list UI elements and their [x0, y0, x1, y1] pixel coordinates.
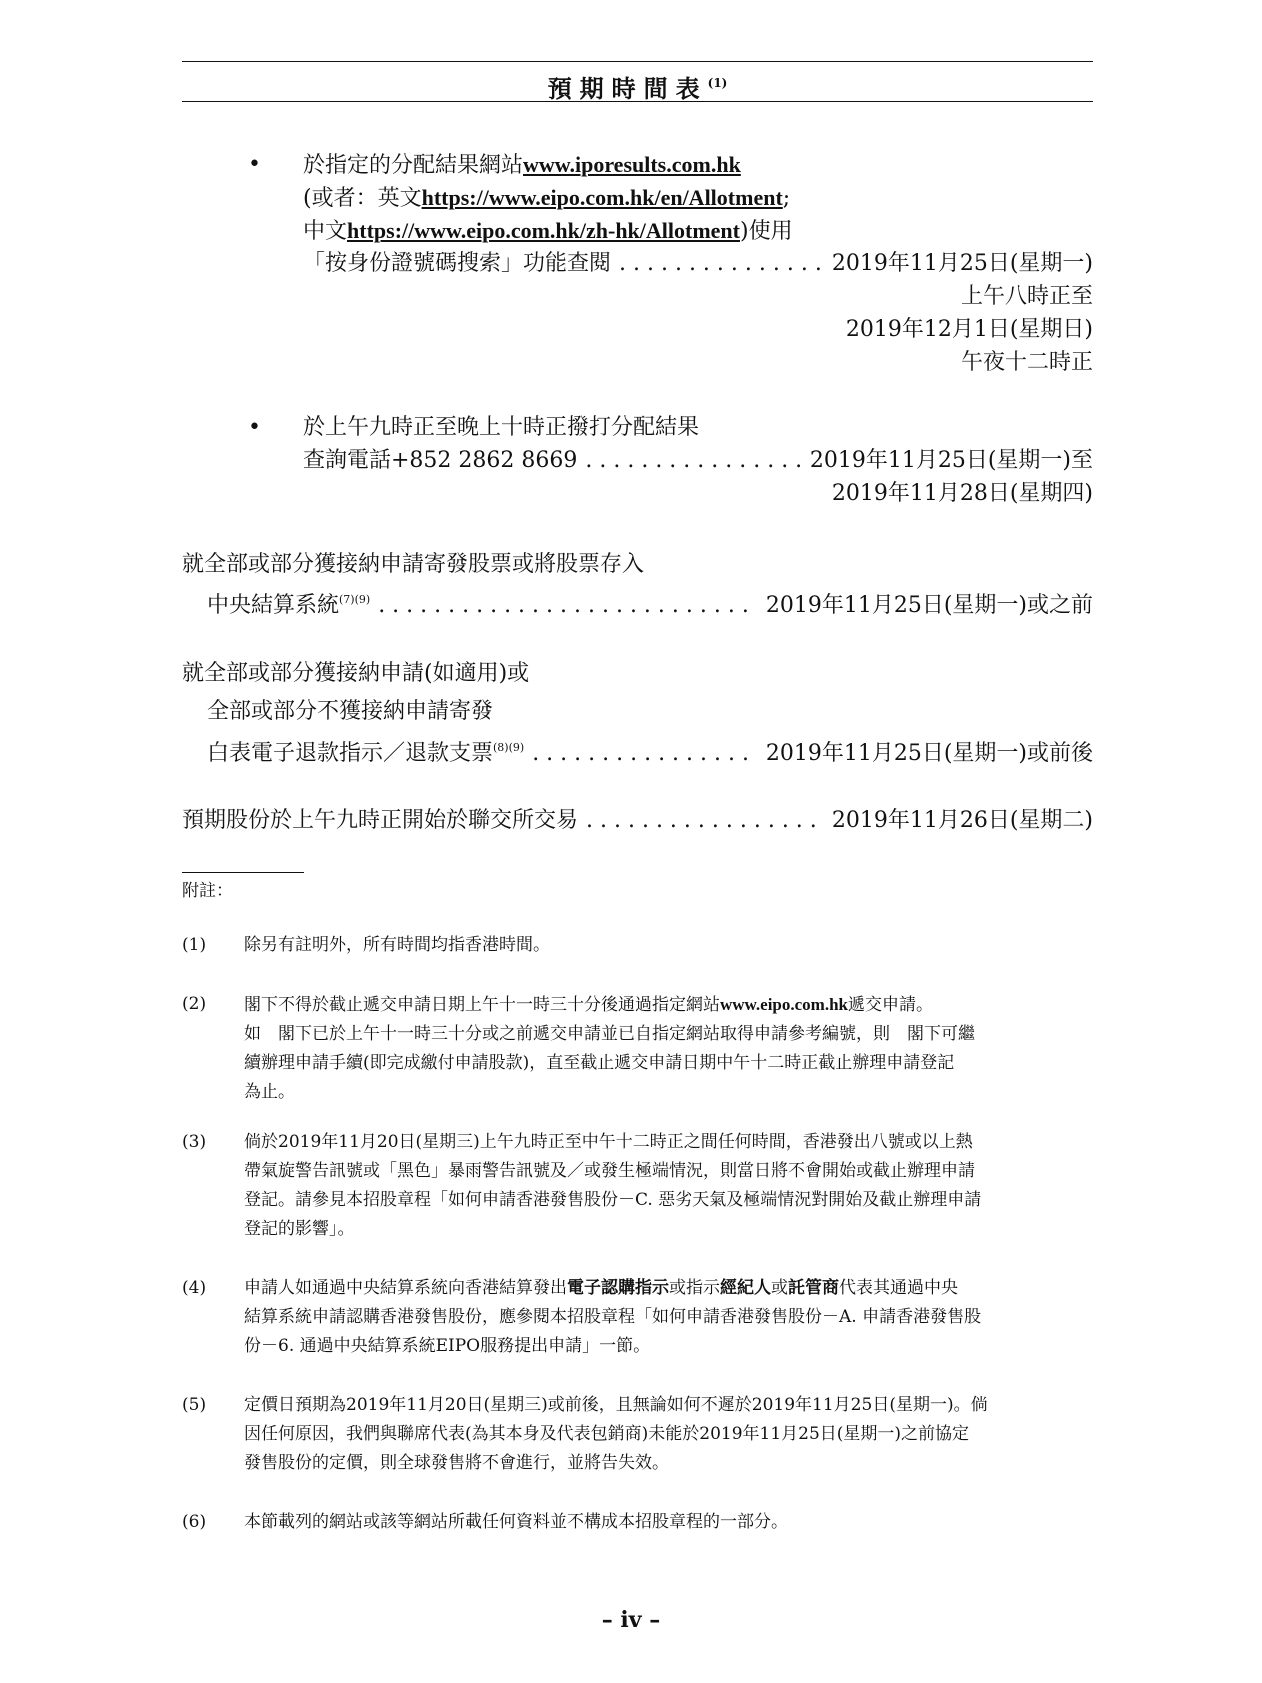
page-title — [182, 68, 1093, 104]
note-6-text: 本節載列的網站或該等網站所載任何資料並不構成本招股章程的一部分。 — [244, 1512, 788, 1532]
item1-line4-date: 2019年11月25日(星期一) — [831, 251, 1093, 276]
header-bottom-rule — [182, 101, 1093, 102]
note-4-line3: 份－6. 通過中央結算系統EIPO服務提出申請」一節。 — [244, 1336, 651, 1356]
item2-line3: 2019年11月28日(星期四) — [831, 481, 1093, 506]
note-3-line2: 帶氣旋警告訊號或「黑色」暴雨警告訊號及／或發生極端情況，則當日將不會開始或截止辦理申請 — [244, 1161, 975, 1181]
note-4-text-e: 或 — [771, 1278, 788, 1298]
item4-line3-footnote: (8)(9) — [493, 741, 525, 754]
note-3-line1: 倘於2019年11月20日(星期三)上午九時正至中午十二時正之間任何時間，香港發出八號或以上熱 — [244, 1132, 973, 1152]
item4-line3-date: 2019年11月25日(星期一)或前後 — [765, 741, 1093, 766]
item1-line4-label: 「按身份證號碼搜索」功能查閱 — [303, 251, 612, 276]
item4-line2: 全部或部分不獲接納申請寄發 — [207, 699, 494, 724]
eipo-zh-link[interactable]: https://www.eipo.com.hk/zh-hk/Allotment — [347, 218, 740, 243]
page-number: – iv – — [601, 1607, 661, 1633]
item5-label: 預期股份於上午九時正開始於聯交所交易 — [182, 808, 579, 833]
note-4-line1 — [244, 1274, 1094, 1303]
item4-line3 — [207, 733, 1093, 769]
note-3-number: (3) — [182, 1132, 207, 1152]
item1-line1-text: 於指定的分配結果網站 — [303, 153, 524, 178]
item3-line2 — [207, 585, 1093, 621]
note-6-number: (6) — [182, 1512, 207, 1532]
dot-leader — [532, 739, 758, 769]
item1-line4 — [303, 249, 1093, 279]
note-4-text — [244, 1274, 1094, 1361]
item1-line7: 午夜十二時正 — [960, 350, 1093, 375]
note-3-text — [244, 1128, 1094, 1244]
item1-line5: 上午八時正至 — [960, 284, 1093, 309]
item1-line1 — [303, 150, 741, 181]
bullet-1: • — [248, 152, 261, 177]
item5-date: 2019年11月26日(星期二) — [831, 808, 1093, 833]
notes-heading: 附註： — [182, 881, 233, 901]
note-4-bold-term-3: 託管商 — [788, 1278, 839, 1298]
item3-line1: 就全部或部分獲接納申請寄發股票或將股票存入 — [182, 552, 645, 577]
note-2-line1 — [244, 990, 1094, 1020]
note-5-line2: 因任何原因，我們與聯席代表(為其本身及代表包銷商)未能於2019年11月25日(星期一)之前協定 — [244, 1424, 970, 1444]
dot-leader — [585, 446, 801, 476]
item4-line1: 就全部或部分獲接納申請(如適用)或 — [182, 661, 530, 686]
item1-line3-suffix: )使用 — [740, 219, 793, 244]
note-2-text — [244, 990, 1094, 1107]
item3-line2-date: 2019年11月25日(星期一)或之前 — [765, 593, 1093, 618]
note-2-line2: 如 閣下已於上午十一時三十分或之前遞交申請並已自指定網站取得申請參考編號，則 閣下可繼 — [244, 1024, 975, 1044]
note-2-line3: 續辦理申請手續(即完成繳付申請股款)，直至截止遞交申請日期中午十二時正截止辦理申請登記 — [244, 1053, 955, 1073]
notes-separator — [182, 872, 304, 873]
item2-line2 — [303, 446, 1093, 476]
item1-line6: 2019年12月1日(星期日) — [845, 317, 1093, 342]
item2-line2-date: 2019年11月25日(星期一)至 — [809, 448, 1093, 473]
note-3-line4: 登記的影響」。 — [244, 1219, 355, 1239]
page-title-footnote: (1) — [707, 76, 728, 90]
item3-line2-footnote: (7)(9) — [339, 593, 371, 606]
note-2-line4: 為止。 — [244, 1082, 295, 1102]
note-2-line1-suffix: 遞交申請。 — [847, 995, 933, 1015]
note-5-line1: 定價日預期為2019年11月20日(星期三)或前後，且無論如何不遲於2019年11月25日(星期一)。倘 — [244, 1395, 988, 1415]
note-4-text-a: 申請人如通過中央結算系統向香港結算發出 — [244, 1278, 567, 1298]
page-title-text: 預期時間表 — [547, 74, 708, 103]
note-1-number: (1) — [182, 935, 207, 955]
note-5-number: (5) — [182, 1395, 207, 1415]
note-4-line2: 結算系統申請認購香港發售股份，應參閱本招股章程「如何申請香港發售股份－A. 申請香港發售股 — [244, 1307, 982, 1327]
item1-line3-text: 中文 — [303, 219, 348, 244]
note-4-text-g: 代表其通過中央 — [839, 1278, 958, 1298]
eipo-link[interactable]: www.eipo.com.hk — [720, 995, 848, 1014]
item5-line — [182, 806, 1093, 836]
eipo-en-link[interactable]: https://www.eipo.com.hk/en/Allotment — [421, 185, 783, 210]
note-2-number: (2) — [182, 994, 207, 1014]
item3-line2-label: 中央結算系統 — [207, 593, 340, 618]
item2-line2-label: 查詢電話+852 2862 8669 — [303, 448, 578, 473]
header-top-rule — [182, 61, 1093, 62]
note-1-text: 除另有註明外，所有時間均指香港時間。 — [244, 935, 550, 955]
note-2-line1-text: 閣下不得於截止遞交申請日期上午十一時三十分後通過指定網站 — [244, 995, 720, 1015]
note-5-line3: 發售股份的定價，則全球發售將不會進行，並將告失效。 — [244, 1453, 669, 1473]
note-4-bold-term-1: 電子認購指示 — [567, 1278, 669, 1298]
item1-line3 — [303, 216, 793, 247]
note-4-number: (4) — [182, 1278, 207, 1298]
dot-leader — [619, 249, 824, 279]
note-3-line3: 登記。請參見本招股章程「如何申請香港發售股份－C. 惡劣天氣及極端情況對開始及截止辦理申請 — [244, 1190, 982, 1210]
note-5-text — [244, 1391, 1094, 1478]
item4-line3-label: 白表電子退款指示／退款支票 — [207, 741, 494, 766]
item1-line2-text: (或者：英文 — [303, 186, 422, 211]
dot-leader — [378, 591, 758, 621]
iporesults-link[interactable]: www.iporesults.com.hk — [523, 152, 741, 177]
item1-line2 — [303, 183, 790, 214]
note-4-text-c: 或指示 — [669, 1278, 720, 1298]
item2-line1: 於上午九時正至晚上十時正撥打分配結果 — [303, 415, 700, 440]
item1-line2-punct: ; — [782, 186, 791, 211]
dot-leader — [586, 806, 824, 836]
bullet-2: • — [248, 415, 261, 440]
note-4-bold-term-2: 經紀人 — [720, 1278, 771, 1298]
